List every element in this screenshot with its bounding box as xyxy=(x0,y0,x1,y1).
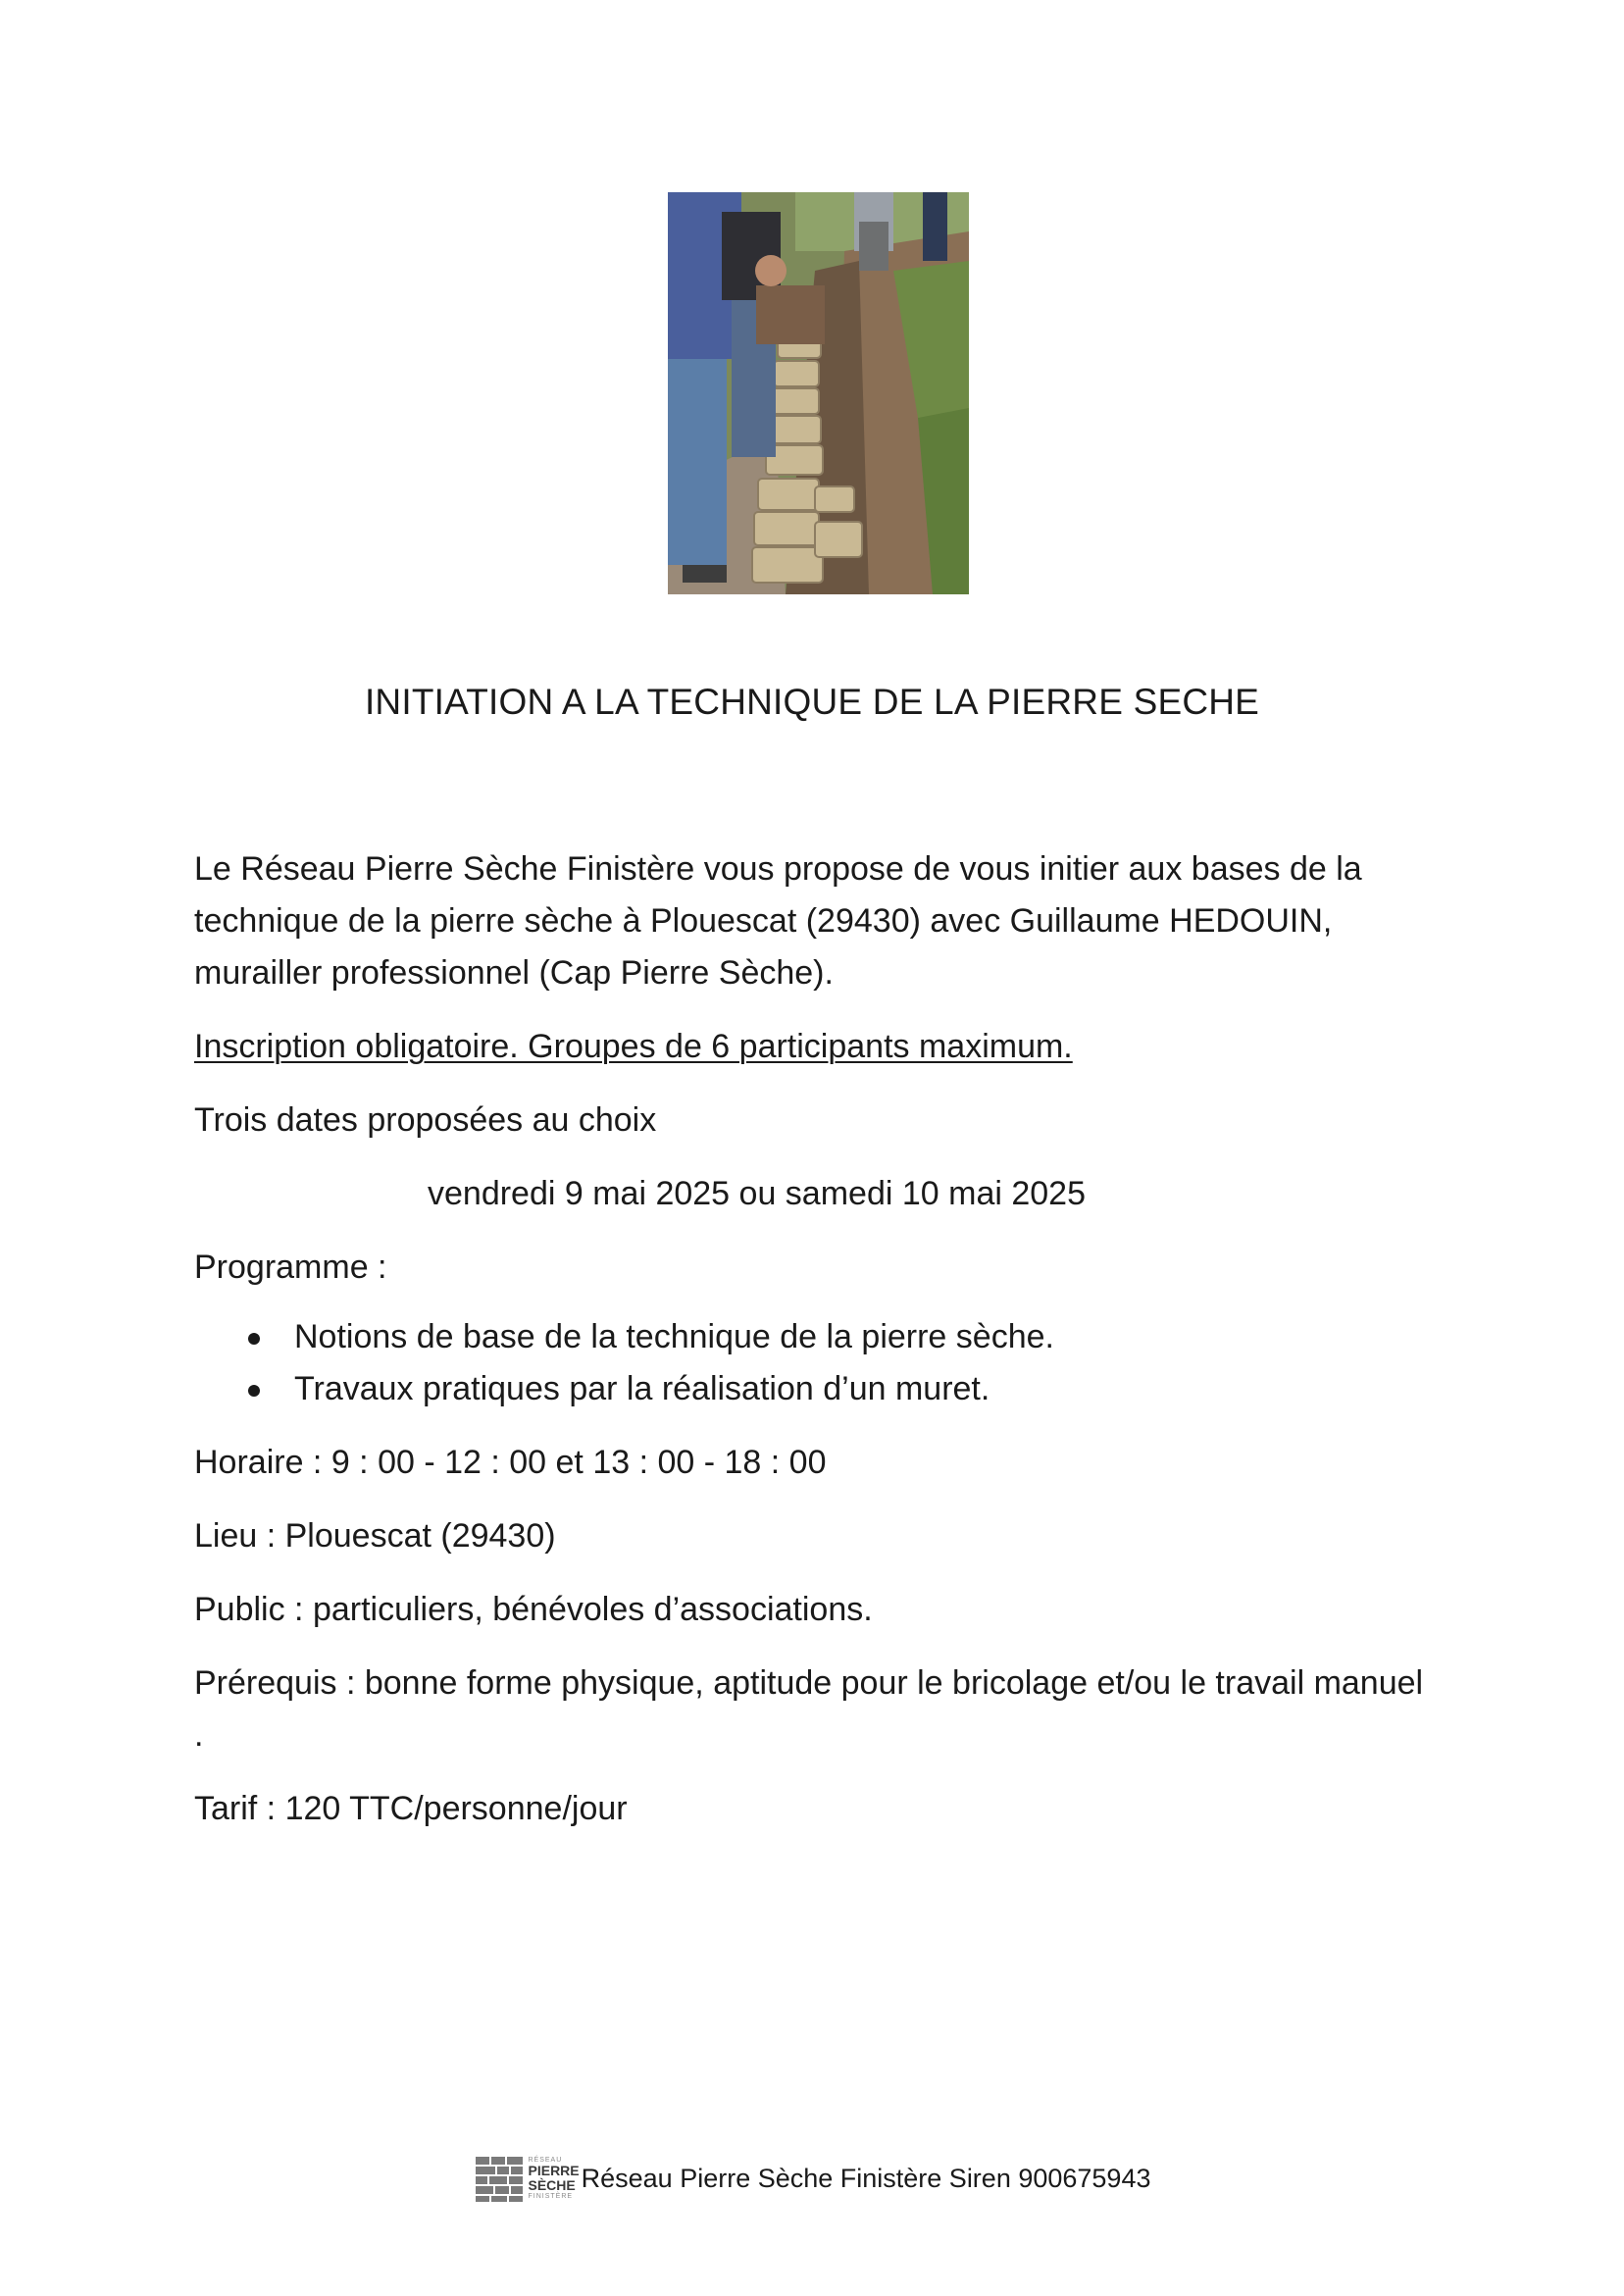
footer-text: Réseau Pierre Sèche Finistère Siren 900675943 xyxy=(581,2163,1151,2193)
programme-label: Programme : xyxy=(194,1249,387,1286)
stone-wall-logo-icon xyxy=(474,2154,525,2203)
logo-bottom-text: FINISTÈRE xyxy=(528,2193,574,2200)
footer xyxy=(0,2154,1624,2203)
page-title: INITIATION A LA TECHNIQUE DE LA PIERRE SECHE xyxy=(364,682,1260,722)
logo-line2: SÈCHE xyxy=(528,2177,576,2193)
tarif-line: Tarif : 120 TTC/personne/jour xyxy=(194,1790,628,1827)
document-body xyxy=(194,843,1430,1835)
programme-list xyxy=(194,1311,1430,1415)
lieu-line: Lieu : Plouescat (29430) xyxy=(194,1517,556,1555)
dates-intro: Trois dates proposées au choix xyxy=(194,1101,657,1139)
logo-top-text: RÉSEAU xyxy=(528,2157,563,2164)
dates-line: vendredi 9 mai 2025 ou samedi 10 mai 2025 xyxy=(428,1175,1086,1212)
public-line: Public : particuliers, bénévoles d’associations. xyxy=(194,1591,873,1628)
organization-logo xyxy=(474,2154,580,2203)
inscription-notice: Inscription obligatoire. Groupes de 6 participants maximum. xyxy=(194,1028,1073,1065)
workshop-photo xyxy=(668,192,969,594)
dry-stone-workshop-photo-icon xyxy=(668,192,969,594)
prerequis-line: Prérequis : bonne forme physique, aptitude pour le bricolage et/ou le travail manuel . xyxy=(194,1664,1424,1754)
list-item: Travaux pratiques par la réalisation d’un muret. xyxy=(294,1363,1430,1415)
logo-line1: PIERRE xyxy=(528,2163,580,2178)
horaire-line: Horaire : 9 : 00 - 12 : 00 et 13 : 00 - 18 : 00 xyxy=(194,1444,827,1481)
list-item: Notions de base de la technique de la pierre sèche. xyxy=(294,1311,1430,1363)
intro-paragraph: Le Réseau Pierre Sèche Finistère vous propose de vous initier aux bases de la technique de la pierre sèche à Plouescat (29430) avec Guillaume HEDOUIN, murailler professionnel (Cap Pierre Sèche). xyxy=(194,850,1362,992)
